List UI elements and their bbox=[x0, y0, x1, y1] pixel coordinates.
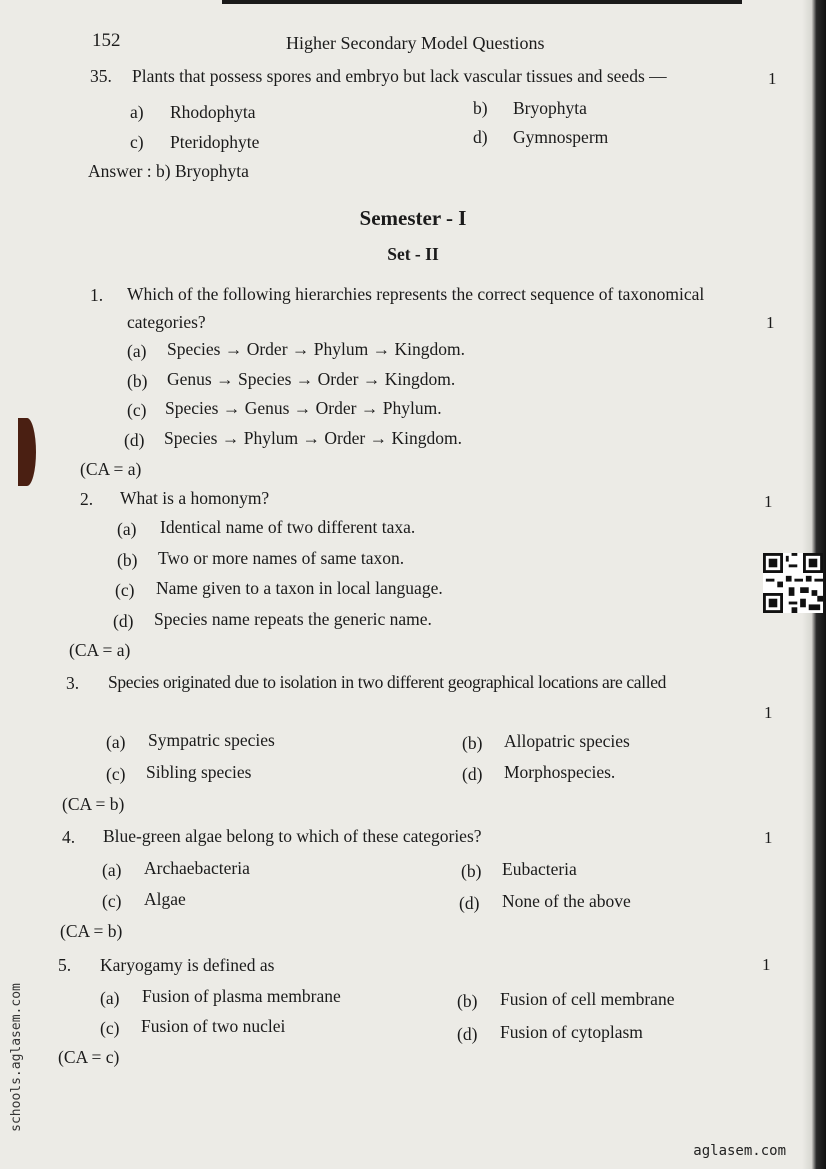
question-text: Blue-green algae belong to which of these categories? bbox=[103, 826, 482, 846]
answer-line: (CA = a) bbox=[80, 459, 142, 479]
option-label: (c) bbox=[127, 400, 147, 420]
answer-line: (CA = a) bbox=[69, 640, 131, 660]
option-text: Genus → Species → Order → Kingdom. bbox=[167, 369, 456, 389]
question-text: Which of the following hierarchies represents the correct sequence of taxonomical bbox=[127, 284, 705, 304]
top-edge-shadow bbox=[222, 0, 742, 4]
option-label: (d) bbox=[113, 611, 134, 631]
question-number: 4. bbox=[62, 827, 76, 847]
option-text: Two or more names of same taxon. bbox=[158, 548, 405, 568]
option-label: (c) bbox=[106, 764, 126, 784]
option-label: (b) bbox=[461, 861, 482, 881]
question-marks: 1 bbox=[764, 828, 773, 847]
page-header-title: Higher Secondary Model Questions bbox=[286, 33, 545, 53]
option-text: Sympatric species bbox=[148, 730, 275, 750]
page-number: 152 bbox=[92, 30, 121, 51]
qr-code-icon bbox=[763, 553, 823, 613]
option-label: (a) bbox=[117, 519, 137, 539]
option-label: (c) bbox=[100, 1018, 120, 1038]
option-label: (d) bbox=[459, 893, 480, 913]
option-text: Fusion of plasma membrane bbox=[142, 986, 341, 1006]
option-text: Allopatric species bbox=[504, 731, 630, 751]
question-marks: 1 bbox=[762, 955, 771, 974]
option-label: (b) bbox=[457, 991, 478, 1011]
answer-line: Answer : b) Bryophyta bbox=[88, 161, 249, 181]
semester-heading: Semester - I bbox=[359, 206, 467, 230]
option-text: Gymnosperm bbox=[513, 127, 609, 147]
option-text: Algae bbox=[144, 889, 186, 909]
option-text: Rhodophyta bbox=[170, 102, 256, 122]
question-number: 1. bbox=[90, 285, 104, 305]
option-label: (a) bbox=[100, 988, 120, 1008]
option-label: (a) bbox=[127, 341, 147, 361]
option-text: Species → Genus → Order → Phylum. bbox=[165, 398, 442, 418]
option-text: Identical name of two different taxa. bbox=[160, 517, 416, 537]
question-text: Species originated due to isolation in two different geographical locations are called bbox=[108, 672, 667, 692]
option-text: Archaebacteria bbox=[144, 858, 250, 878]
option-label: (b) bbox=[462, 733, 483, 753]
option-text: Species → Order → Phylum → Kingdom. bbox=[167, 339, 465, 359]
question-number: 5. bbox=[58, 955, 72, 975]
option-text: Species → Phylum → Order → Kingdom. bbox=[164, 428, 462, 448]
option-label: (c) bbox=[115, 580, 135, 600]
question-number: 2. bbox=[80, 489, 94, 509]
option-label: a) bbox=[130, 102, 144, 122]
option-label: (d) bbox=[124, 430, 145, 450]
option-label: c) bbox=[130, 132, 144, 152]
question-number: 3. bbox=[66, 673, 80, 693]
option-label: (d) bbox=[462, 764, 483, 784]
answer-line: (CA = c) bbox=[58, 1047, 120, 1067]
question-text: Plants that possess spores and embryo but lack vascular tissues and seeds — bbox=[132, 66, 667, 86]
question-number: 35. bbox=[90, 66, 112, 86]
option-text: Sibling species bbox=[146, 762, 252, 782]
option-label: (a) bbox=[102, 860, 122, 880]
option-label: (b) bbox=[127, 371, 148, 391]
option-text: Fusion of two nuclei bbox=[141, 1016, 286, 1036]
option-text: Eubacteria bbox=[502, 859, 577, 879]
watermark-left: schools.aglasem.com bbox=[8, 983, 24, 1132]
option-text: Species name repeats the generic name. bbox=[154, 609, 432, 629]
answer-line: (CA = b) bbox=[60, 921, 123, 941]
option-text: None of the above bbox=[502, 891, 631, 911]
question-marks: 1 bbox=[766, 313, 775, 332]
binding-mark bbox=[18, 418, 36, 486]
question-text: categories? bbox=[127, 312, 206, 332]
option-text: Morphospecies. bbox=[504, 762, 616, 782]
question-text: What is a homonym? bbox=[120, 488, 270, 508]
option-label: (d) bbox=[457, 1024, 478, 1044]
watermark-bottom-right: aglasem.com bbox=[693, 1143, 786, 1159]
answer-line: (CA = b) bbox=[62, 794, 125, 814]
option-text: Name given to a taxon in local language. bbox=[156, 578, 443, 598]
option-text: Fusion of cell membrane bbox=[500, 989, 675, 1009]
option-text: Bryophyta bbox=[513, 98, 587, 118]
option-text: Fusion of cytoplasm bbox=[500, 1022, 643, 1042]
option-label: (b) bbox=[117, 550, 138, 570]
option-label: (c) bbox=[102, 891, 122, 911]
option-label: b) bbox=[473, 98, 488, 118]
question-marks: 1 bbox=[768, 69, 777, 88]
question-text: Karyogamy is defined as bbox=[100, 955, 275, 975]
set-heading: Set - II bbox=[387, 244, 439, 264]
option-text: Pteridophyte bbox=[170, 132, 260, 152]
option-label: (a) bbox=[106, 732, 126, 752]
question-marks: 1 bbox=[764, 492, 773, 511]
option-label: d) bbox=[473, 127, 488, 147]
question-marks: 1 bbox=[764, 703, 773, 722]
